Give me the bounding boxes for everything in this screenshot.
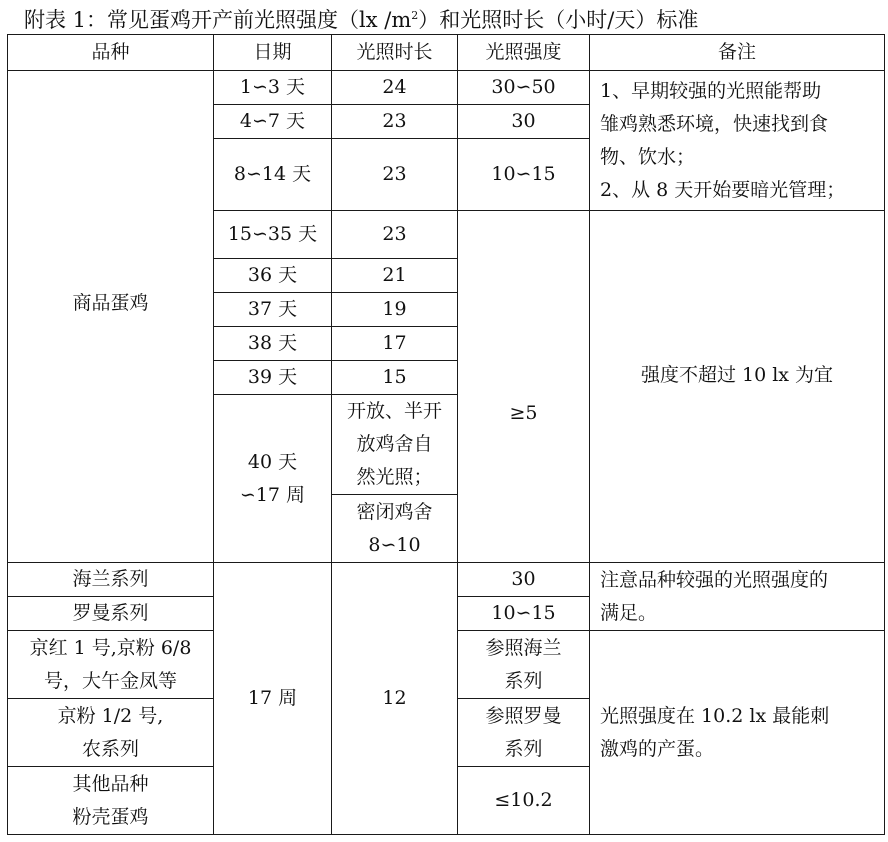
- intensity-line: 系列: [504, 737, 543, 760]
- breed-line: 号，大午金凤等: [43, 669, 177, 692]
- note-line: 满足。: [600, 601, 658, 624]
- hours-cell: 17: [332, 327, 458, 361]
- hours-cell: 15: [332, 361, 458, 395]
- note-line: 物、饮水；: [600, 145, 696, 168]
- intensity-cell: 30: [458, 105, 590, 139]
- breed-line: 粉壳蛋鸡: [72, 805, 149, 828]
- note-line: 光照强度在 10.2 lx 最能刺: [600, 704, 830, 727]
- note-early: [590, 71, 885, 211]
- hours-open-house: [332, 395, 458, 495]
- breeds-date: 17 周: [214, 563, 332, 835]
- hours-cell: 23: [332, 211, 458, 259]
- hours-cell: 23: [332, 139, 458, 211]
- hours-line: 密闭鸡舍: [356, 500, 433, 523]
- note-line: 1、早期较强的光照能帮助: [600, 79, 822, 102]
- note-line: 雏鸡熟悉环境，快速找到食: [600, 112, 829, 135]
- intensity-cell: 30∽50: [458, 71, 590, 105]
- table-row: [8, 563, 885, 597]
- note-breed-a: [590, 563, 885, 631]
- intensity-later: ≥5: [458, 211, 590, 563]
- hours-cell: 21: [332, 259, 458, 293]
- breed-luoman: 罗曼系列: [8, 597, 214, 631]
- header-notes: 备注: [590, 35, 885, 71]
- date-cell: 36 天: [214, 259, 332, 293]
- breed-line: 其他品种: [72, 772, 149, 795]
- header-row: [8, 35, 885, 71]
- caption-tail: ）和光照时长（小时/天）标准: [418, 8, 699, 32]
- header-breed: 品种: [8, 35, 214, 71]
- date-cell: 39 天: [214, 361, 332, 395]
- hours-line: 然光照；: [356, 466, 433, 488]
- hours-cell: 24: [332, 71, 458, 105]
- date-cell: 38 天: [214, 327, 332, 361]
- date-cell: 1∽3 天: [214, 71, 332, 105]
- date-line: ∽17 周: [239, 483, 306, 506]
- table-caption: [24, 2, 884, 34]
- breed-commercial: 商品蛋鸡: [8, 71, 214, 563]
- hours-cell: 19: [332, 293, 458, 327]
- breed-line: 京粉 1/2 号,: [57, 704, 164, 727]
- intensity-cell: [458, 699, 590, 767]
- hours-line: 放鸡舍自: [356, 433, 433, 455]
- breeds-hours: 12: [332, 563, 458, 835]
- date-cell: 4∽7 天: [214, 105, 332, 139]
- breed-jingfen: [8, 699, 214, 767]
- intensity-line: 参照海兰: [485, 636, 562, 659]
- intensity-cell: 10∽15: [458, 597, 590, 631]
- header-date: 日期: [214, 35, 332, 71]
- header-hours: 光照时长: [332, 35, 458, 71]
- date-cell-last: [214, 395, 332, 563]
- note-line: 激鸡的产蛋。: [600, 737, 715, 760]
- hours-cell: 23: [332, 105, 458, 139]
- table-row: [8, 71, 885, 105]
- intensity-cell: [458, 631, 590, 699]
- breed-line: 京红 1 号,京粉 6/8: [29, 636, 192, 659]
- note-later: 强度不超过 10 lx 为宜: [590, 211, 885, 563]
- date-cell: 37 天: [214, 293, 332, 327]
- note-breed-b: [590, 631, 885, 835]
- breed-hailan: 海兰系列: [8, 563, 214, 597]
- note-line: 2、从 8 天开始要暗光管理；: [600, 178, 846, 201]
- date-cell: 8∽14 天: [214, 139, 332, 211]
- caption-superscript: 2: [411, 9, 419, 22]
- intensity-line: 系列: [504, 669, 543, 692]
- hours-line: 8∽10: [368, 533, 421, 556]
- hours-line: 开放、半开: [346, 400, 442, 422]
- intensity-cell: ≤10.2: [458, 767, 590, 835]
- lighting-standard-table: [7, 34, 885, 835]
- date-cell: 15∽35 天: [214, 211, 332, 259]
- breed-jinghong: [8, 631, 214, 699]
- date-line: 40 天: [247, 450, 298, 473]
- breed-other: [8, 767, 214, 835]
- intensity-line: 参照罗曼: [485, 704, 562, 727]
- header-intensity: 光照强度: [458, 35, 590, 71]
- caption-text: 附表 1：常见蛋鸡开产前光照强度（lx /m: [24, 8, 412, 32]
- intensity-cell: 10∽15: [458, 139, 590, 211]
- breed-line: 农系列: [81, 737, 139, 760]
- hours-closed-house: [332, 495, 458, 563]
- note-line: 注意品种较强的光照强度的: [600, 568, 829, 591]
- intensity-cell: 30: [458, 563, 590, 597]
